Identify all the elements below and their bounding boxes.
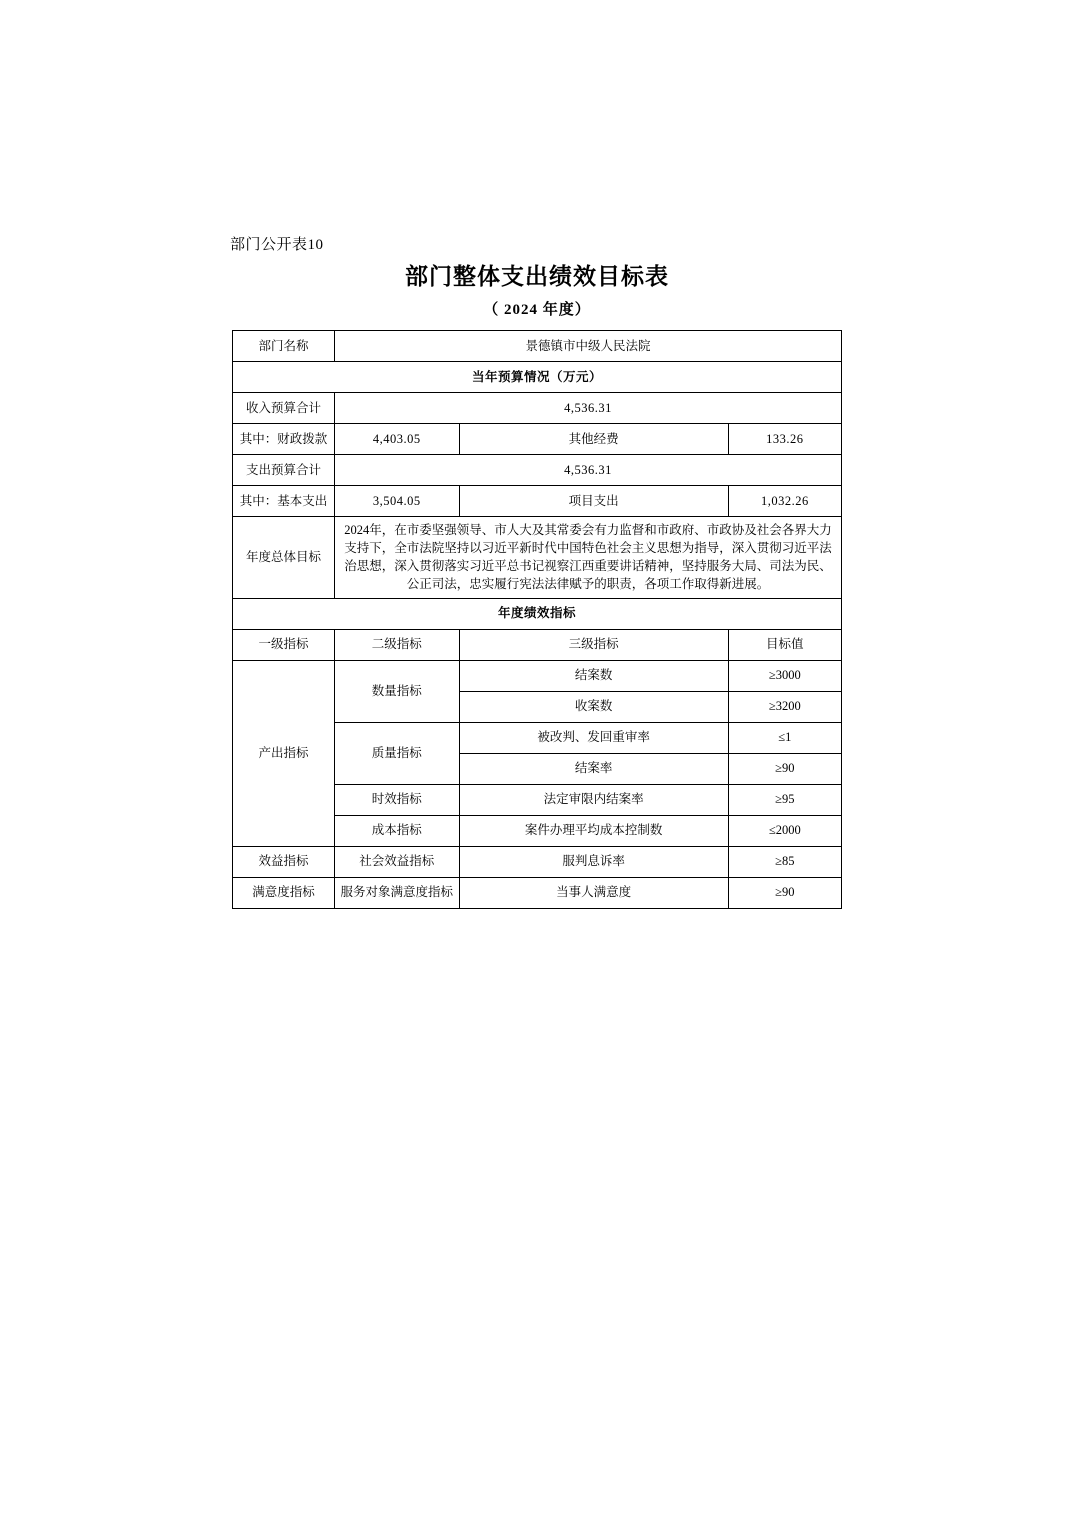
col-header-level1: 一级指标 <box>233 629 335 660</box>
performance-section-title: 年度绩效指标 <box>233 598 842 629</box>
budget-label-expense-total: 支出预算合计 <box>233 455 335 486</box>
table-row-performance-columns <box>233 629 842 660</box>
form-number-label: 部门公开表10 <box>230 237 324 253</box>
budget-value-basic-expense: 3,504.05 <box>334 486 459 517</box>
indicator-target: ≥95 <box>728 784 841 815</box>
table-row <box>233 660 842 691</box>
indicator-level2: 社会效益指标 <box>334 846 459 877</box>
indicator-level1: 满意度指标 <box>233 877 335 908</box>
budget-label-other-funds: 其他经费 <box>459 424 728 455</box>
indicator-level3: 当事人满意度 <box>459 877 728 908</box>
overall-goal-text: 2024年，在市委坚强领导、市人大及其常委会有力监督和市政府、市政协及社会各界大力支持下，全市法院坚持以习近平新时代中国特色社会主义思想为指导，深入贯彻习近平法治思想，深入贯彻落实习近平总书记视察江西重要讲话精神，坚持服务大局、司法为民、公正司法，忠实履行宪法法律赋予的职责，各项工作取得新进展。 <box>334 517 841 599</box>
col-header-target: 目标值 <box>728 629 841 660</box>
budget-value-income-total: 4,536.31 <box>334 393 841 424</box>
indicator-level3: 被改判、发回重审率 <box>459 722 728 753</box>
col-header-level2: 二级指标 <box>334 629 459 660</box>
table-row-performance-header <box>233 598 842 629</box>
indicator-level3: 结案数 <box>459 660 728 691</box>
indicator-target: ≥90 <box>728 877 841 908</box>
table-row-budget-header <box>233 362 842 393</box>
table-row-budget-income-total <box>233 393 842 424</box>
indicator-level2: 时效指标 <box>334 784 459 815</box>
budget-label-project-expense: 项目支出 <box>459 486 728 517</box>
dept-name-label: 部门名称 <box>233 331 335 362</box>
budget-value-project-expense: 1,032.26 <box>728 486 841 517</box>
col-header-level3: 三级指标 <box>459 629 728 660</box>
indicator-level2: 成本指标 <box>334 815 459 846</box>
table-row-overall-goal <box>233 517 842 599</box>
indicator-level2: 服务对象满意度指标 <box>334 877 459 908</box>
page-title: 部门整体支出绩效目标表 <box>405 264 669 289</box>
indicator-level3: 服判息诉率 <box>459 846 728 877</box>
indicator-level2: 质量指标 <box>334 722 459 784</box>
page-subtitle: （ 2024 年度） <box>483 302 591 318</box>
indicator-target: ≥90 <box>728 753 841 784</box>
indicator-target: ≥3200 <box>728 691 841 722</box>
budget-value-appropriation: 4,403.05 <box>334 424 459 455</box>
indicator-target: ≥3000 <box>728 660 841 691</box>
budget-section-title: 当年预算情况（万元） <box>233 362 842 393</box>
table-row <box>233 846 842 877</box>
table-row-budget-appropriation <box>233 424 842 455</box>
indicator-level1: 产出指标 <box>233 660 335 846</box>
table-row-budget-basic-expense <box>233 486 842 517</box>
overall-goal-label: 年度总体目标 <box>233 517 335 599</box>
indicator-level3: 收案数 <box>459 691 728 722</box>
table-row-budget-expense-total <box>233 455 842 486</box>
dept-name-value: 景德镇市中级人民法院 <box>334 331 841 362</box>
budget-label-appropriation: 其中：财政拨款 <box>233 424 335 455</box>
indicator-level3: 结案率 <box>459 753 728 784</box>
indicator-target: ≥85 <box>728 846 841 877</box>
indicator-level3: 法定审限内结案率 <box>459 784 728 815</box>
performance-target-table <box>232 330 842 909</box>
indicator-level2: 数量指标 <box>334 660 459 722</box>
budget-value-other-funds: 133.26 <box>728 424 841 455</box>
budget-value-expense-total: 4,536.31 <box>334 455 841 486</box>
budget-label-basic-expense: 其中：基本支出 <box>233 486 335 517</box>
indicator-target: ≤1 <box>728 722 841 753</box>
table-row-dept <box>233 331 842 362</box>
budget-label-income-total: 收入预算合计 <box>233 393 335 424</box>
indicator-level1: 效益指标 <box>233 846 335 877</box>
indicator-target: ≤2000 <box>728 815 841 846</box>
table-row <box>233 877 842 908</box>
indicator-level3: 案件办理平均成本控制数 <box>459 815 728 846</box>
